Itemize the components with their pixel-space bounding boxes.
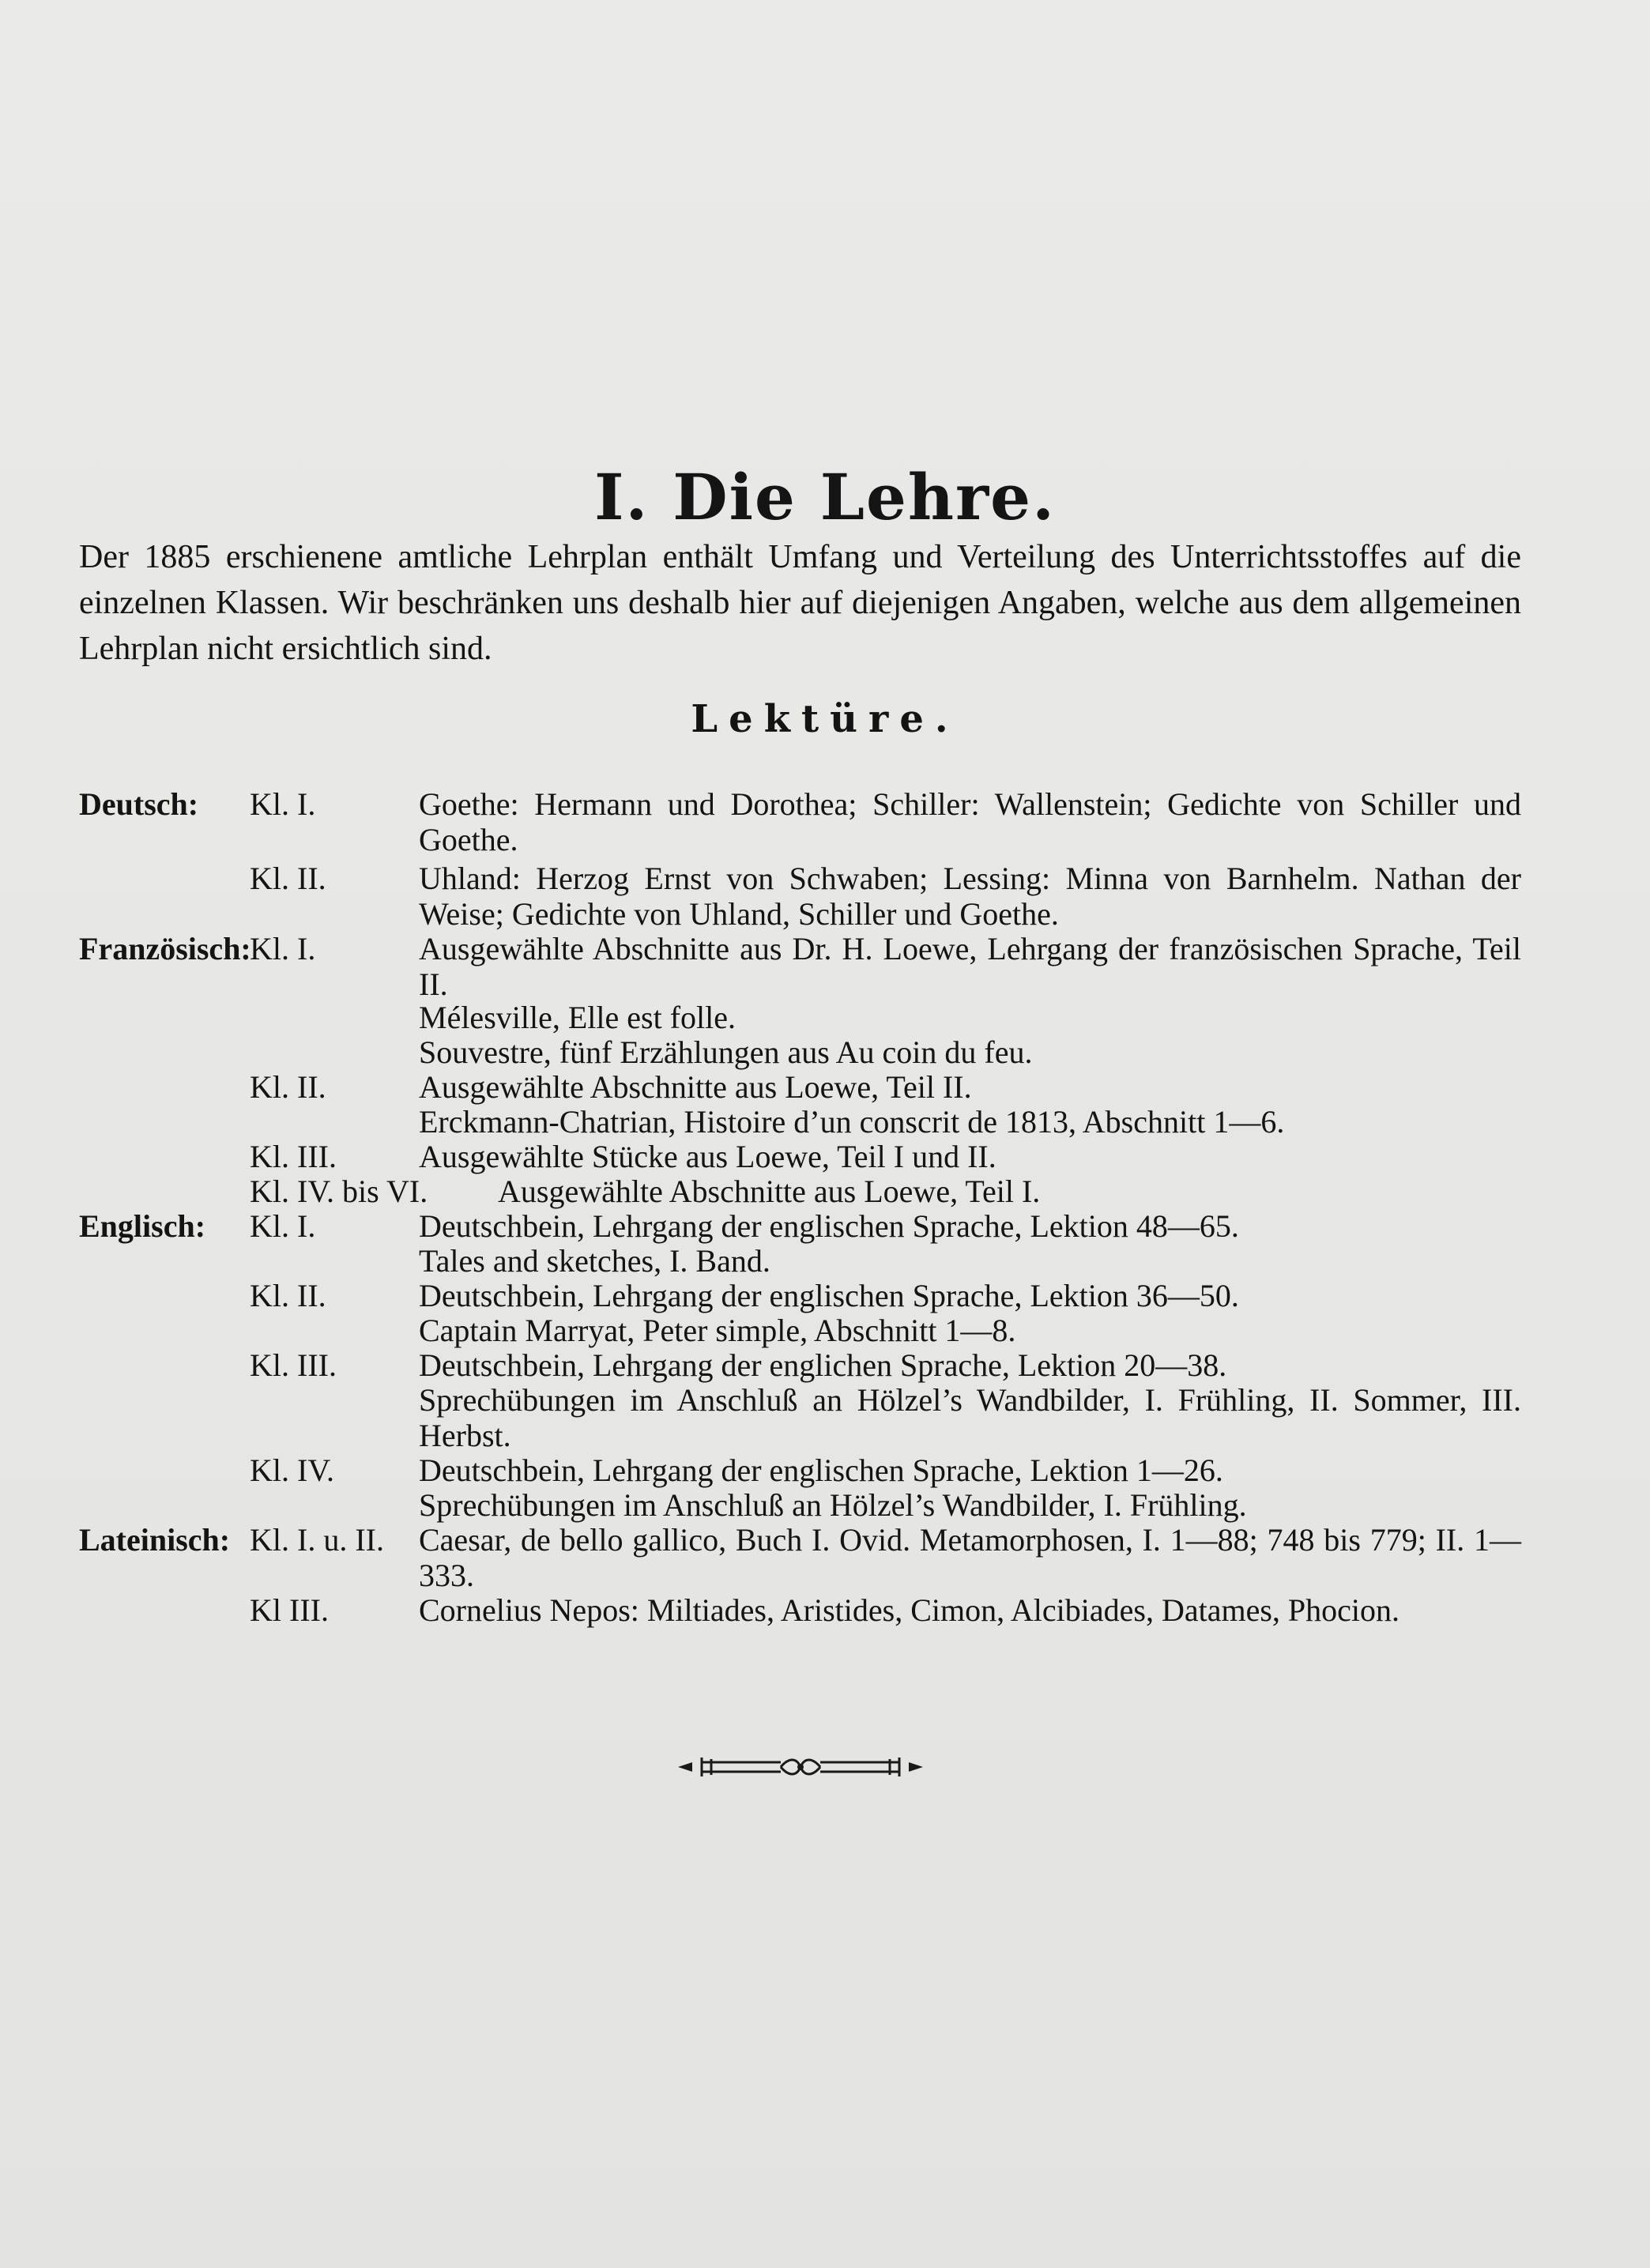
class-label: Kl. II. [250, 1278, 326, 1313]
class-label: Kl. III. [250, 1139, 337, 1174]
class-label: Kl. II. [250, 1069, 326, 1105]
class-label: Kl. II. [250, 861, 326, 896]
class-label: Kl. I. [250, 931, 316, 966]
bleed-through [205, 221, 223, 286]
section-heading: Lektüre. [691, 697, 959, 741]
reading-entry: Souvestre, fünf Erzählungen aus Au coin du feu. [419, 1034, 1033, 1070]
reading-entry: Captain Marryat, Peter simple, Abschnitt 1—8. [419, 1313, 1016, 1348]
reading-entry: Deutschbein, Lehrgang der englischen Sprache, Lektion 1—26. [419, 1452, 1223, 1488]
intro-paragraph: Der 1885 erschienene amtliche Lehrplan enthält Umfang und Verteilung des Unterrichtsstoffes auf die einzelnen Klassen. Wir beschränken uns deshalb hier auf diejenigen Angaben, welche aus dem allgemeinen Lehrplan nicht ersichtlich sind. [79, 539, 1521, 667]
page-title: I. Die Lehre. [594, 459, 1056, 534]
reading-entry: Deutschbein, Lehrgang der englischen Sprache, Lektion 48—65. [419, 1208, 1239, 1244]
reading-entry: Caesar, de bello gallico, Buch I. Ovid. Metamorphosen, I. 1—88; 748 bis 779; II. 1—333. [419, 1522, 1521, 1593]
subject-englisch: Englisch: [79, 1208, 206, 1244]
reading-entry: Cornelius Nepos: Miltiades, Aristides, Cimon, Alcibiades, Datames, Phocion. [419, 1592, 1399, 1628]
reading-entry: Deutschbein, Lehrgang der englichen Sprache, Lektion 20—38. [419, 1347, 1227, 1383]
subject-deutsch: Deutsch: [79, 786, 199, 822]
class-label: Kl. I. [250, 1208, 316, 1244]
reading-entry: Uhland: Herzog Ernst von Schwaben; Lessing: Minna von Barnhelm. Nathan der Weise; Gedichte von Uhland, Schiller und Goethe. [419, 861, 1521, 932]
class-label: Kl. IV. [250, 1452, 335, 1488]
reading-entry: Erckmann-Chatrian, Histoire d’un conscrit de 1813, Abschnitt 1—6. [419, 1104, 1285, 1140]
ornament-divider-icon [670, 1751, 931, 1783]
reading-entry: Sprechübungen im Anschluß an Hölzel’s Wandbilder, I. Frühling. [419, 1487, 1247, 1523]
class-label: Kl. I. [250, 786, 316, 822]
subject-franzoesisch: Französisch: [79, 931, 251, 966]
reading-entry: Goethe: Hermann und Dorothea; Schiller: Wallenstein; Gedichte von Schiller und Goethe. [419, 786, 1521, 857]
class-label: Kl. IV. bis VI. [250, 1174, 428, 1209]
reading-entry: Ausgewählte Abschnitte aus Dr. H. Loewe, Lehrgang der französischen Sprache, Teil II. [419, 931, 1521, 1002]
reading-entry: Ausgewählte Stücke aus Loewe, Teil I und II. [419, 1139, 996, 1174]
class-label: Kl. III. [250, 1347, 337, 1383]
reading-entry: Sprechübungen im Anschluß an Hölzel’s Wandbilder, I. Frühling, II. Sommer, III. Herbst. [419, 1382, 1521, 1453]
reading-entry: Tales and sketches, I. Band. [419, 1243, 770, 1279]
reading-entry: Mélesville, Elle est folle. [419, 1000, 736, 1035]
class-label: Kl III. [250, 1592, 329, 1628]
class-label: Kl. I. u. II. [250, 1522, 384, 1558]
reading-entry: Ausgewählte Abschnitte aus Loewe, Teil II. [419, 1069, 972, 1105]
reading-entry: Deutschbein, Lehrgang der englischen Sprache, Lektion 36—50. [419, 1278, 1239, 1313]
reading-entry: Ausgewählte Abschnitte aus Loewe, Teil I. [498, 1174, 1041, 1209]
subject-lateinisch: Lateinisch: [79, 1522, 231, 1558]
